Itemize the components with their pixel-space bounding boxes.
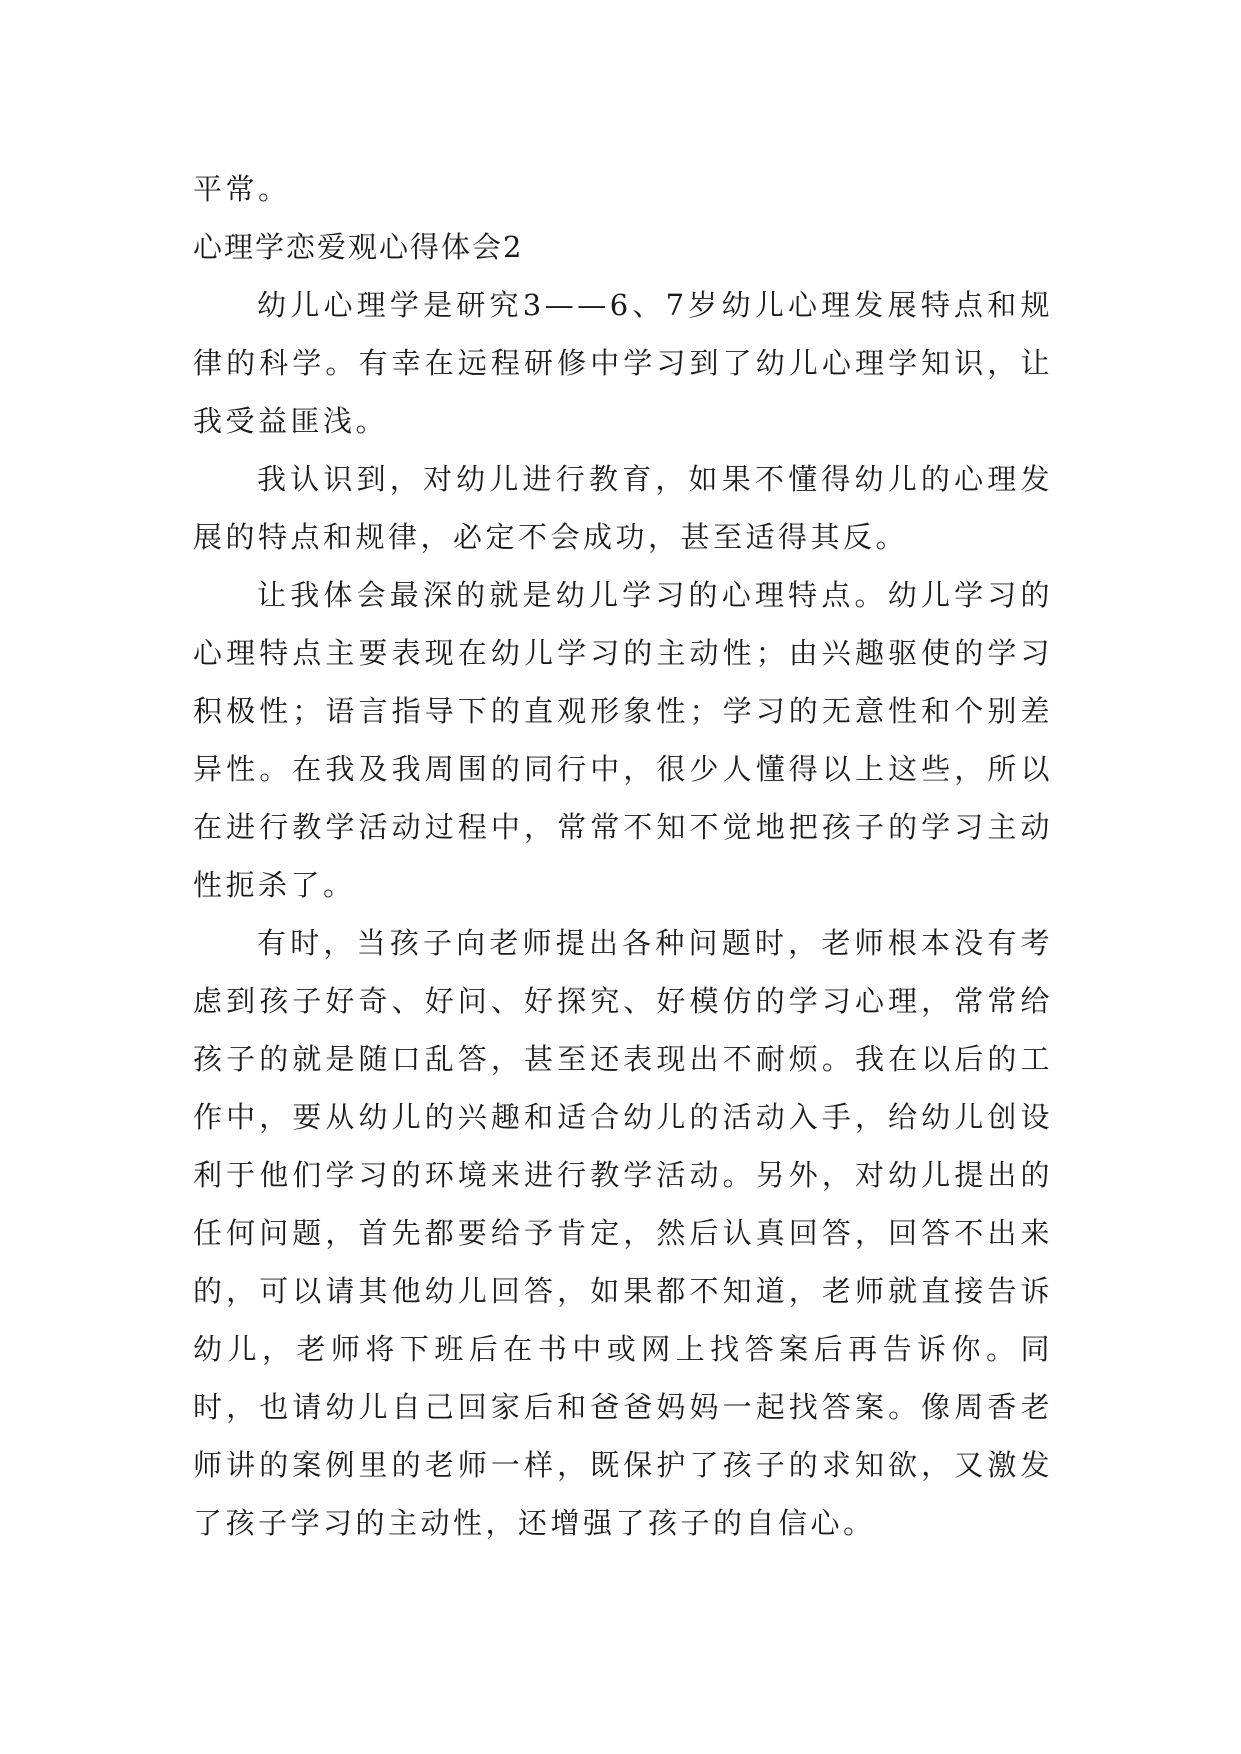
- paragraph-2: 我认识到，对幼儿进行教育，如果不懂得幼儿的心理发展的特点和规律，必定不会成功，甚至适得其反。: [193, 462, 1053, 554]
- document-page: [193, 160, 1053, 1552]
- paragraph-3: 让我体会最深的就是幼儿学习的心理特点。幼儿学习的心理特点主要表现在幼儿学习的主动性；由兴趣驱使的学习积极性；语言指导下的直观形象性；学习的无意性和个别差异性。在我及我周围的同行中，很少人懂得以上这些，所以在进行教学活动过程中，常常不知不觉地把孩子的学习主动性扼杀了。: [193, 578, 1053, 902]
- section-title: 心理学恋爱观心得体会2: [193, 230, 524, 264]
- paragraph-1: 幼儿心理学是研究3——6、7岁幼儿心理发展特点和规律的科学。有幸在远程研修中学习到了幼儿心理学知识，让我受益匪浅。: [193, 288, 1053, 438]
- continuation-text: 平常。: [193, 172, 291, 206]
- paragraph-4: 有时，当孩子向老师提出各种问题时，老师根本没有考虑到孩子好奇、好问、好探究、好模仿的学习心理，常常给孩子的就是随口乱答，甚至还表现出不耐烦。我在以后的工作中，要从幼儿的兴趣和适合幼儿的活动入手，给幼儿创设利于他们学习的环境来进行教学活动。另外，对幼儿提出的任何问题，首先都要给予肯定，然后认真回答，回答不出来的，可以请其他幼儿回答，如果都不知道，老师就直接告诉幼儿，老师将下班后在书中或网上找答案后再告诉你。同时，也请幼儿自己回家后和爸爸妈妈一起找答案。像周香老师讲的案例里的老师一样，既保护了孩子的求知欲，又激发了孩子学习的主动性，还增强了孩子的自信心。: [193, 926, 1053, 1540]
